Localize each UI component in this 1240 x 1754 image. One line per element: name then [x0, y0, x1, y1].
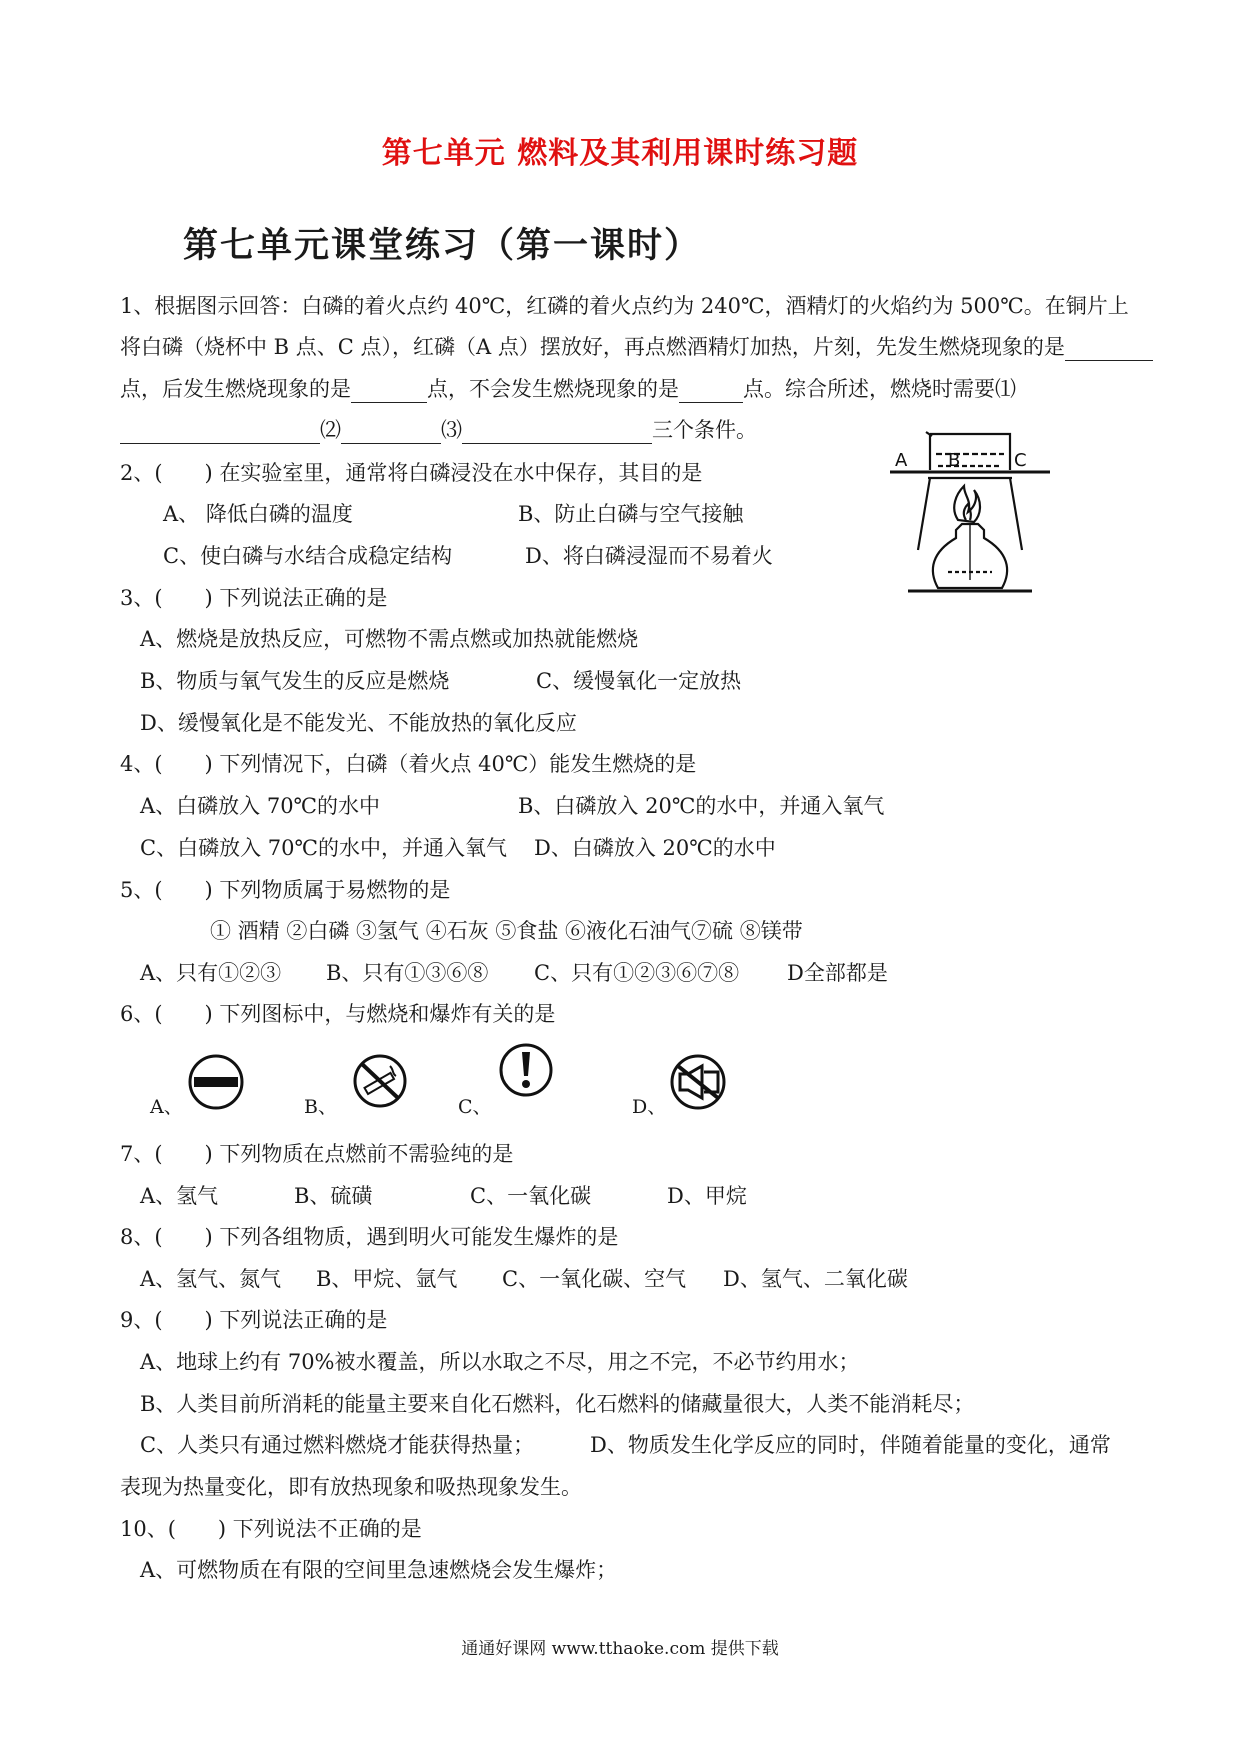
q8-option-b[interactable]: B、甲烷、氩气 — [316, 1267, 458, 1291]
answer-blank-none[interactable] — [679, 380, 743, 403]
q4-option-a[interactable]: A、白磷放入 70℃的水中 — [140, 794, 381, 818]
q9-option-a[interactable]: A、地球上约有 70%被水覆盖，所以水取之不尽，用之不完，不必节约用水； — [140, 1350, 860, 1374]
condition-blank-2[interactable] — [341, 421, 441, 444]
q5-option-b[interactable]: B、只有①③⑥⑧ — [326, 961, 489, 985]
q6-option-b-label[interactable]: B、 — [304, 1096, 337, 1118]
q1-line-4-end: 三个条件。 — [652, 418, 757, 442]
q6-option-a-label[interactable]: A、 — [150, 1096, 183, 1118]
q1-line-4 — [120, 416, 757, 444]
q6-stem: 6、( ) 下列图标中，与燃烧和爆炸有关的是 — [120, 1002, 556, 1026]
beaker-outline — [930, 434, 1010, 470]
q4-option-c[interactable]: C、白磷放入 70℃的水中，并通入氧气 — [140, 836, 507, 860]
q2-option-d[interactable]: D、将白磷浸湿而不易着火 — [525, 544, 773, 568]
q9-option-c[interactable]: C、人类只有通过燃料燃烧才能获得热量； — [140, 1433, 535, 1457]
q9-option-d[interactable]: D、物质发生化学反应的同时，伴随着能量的变化，通常 — [590, 1433, 1111, 1457]
q1-line-3-text-c: 点。综合所述，燃烧时需要⑴ — [743, 377, 1016, 401]
q8-option-c[interactable]: C、一氧化碳、空气 — [502, 1267, 687, 1291]
q8-stem: 8、( ) 下列各组物质，遇到明火可能发生爆炸的是 — [120, 1225, 619, 1249]
q2-option-a[interactable]: A、 降低白磷的温度 — [163, 502, 353, 526]
q1-line-3-text-b: 点，不会发生燃烧现象的是 — [427, 377, 679, 401]
q1-line-2-text: 将白磷（烧杯中 B 点、C 点），红磷（A 点）摆放好，再点燃酒精灯加热，片刻，先发生燃烧现象的是 — [120, 335, 1065, 359]
q3-option-d[interactable]: D、缓慢氧化是不能发光、不能放热的氧化反应 — [140, 711, 577, 735]
no-horn-icon — [666, 1052, 730, 1112]
q7-option-d[interactable]: D、甲烷 — [667, 1184, 747, 1208]
q3-option-b[interactable]: B、物质与氧气发生的反应是燃烧 — [140, 669, 450, 693]
q9-option-d-continued: 表现为热量变化，即有放热现象和吸热现象发生。 — [120, 1475, 582, 1499]
diagram-label-c: C — [1014, 450, 1027, 471]
answer-blank-second[interactable] — [351, 380, 427, 403]
q10-option-a[interactable]: A、可燃物质在有限的空间里急速燃烧会发生爆炸； — [140, 1558, 618, 1582]
q7-stem: 7、( ) 下列物质在点燃前不需验纯的是 — [120, 1142, 514, 1166]
page-title: 第七单元 燃料及其利用课时练习题 — [381, 136, 859, 171]
q5-option-d[interactable]: D全部都是 — [787, 961, 888, 985]
q1-cond-2-label: ⑵ — [320, 418, 341, 442]
q5-stem: 5、( ) 下列物质属于易燃物的是 — [120, 878, 451, 902]
q1-line-3 — [120, 375, 1016, 403]
q5-option-c[interactable]: C、只有①②③⑥⑦⑧ — [534, 961, 740, 985]
q5-items: ① 酒精 ②白磷 ③氢气 ④石灰 ⑤食盐 ⑥液化石油气⑦硫 ⑧镁带 — [210, 919, 803, 943]
q4-stem: 4、( ) 下列情况下，白磷（着火点 40℃）能发生燃烧的是 — [120, 752, 697, 776]
q9-stem: 9、( ) 下列说法正确的是 — [120, 1308, 388, 1332]
q10-stem: 10、( ) 下列说法不正确的是 — [120, 1517, 422, 1541]
q8-option-a[interactable]: A、氢气、氮气 — [140, 1267, 282, 1291]
section-title: 第七单元课堂练习（第一课时） — [183, 225, 702, 266]
q1-line-2 — [120, 333, 1153, 361]
q1-cond-3-label: ⑶ — [441, 418, 462, 442]
condition-blank-3[interactable] — [462, 421, 652, 444]
q4-option-b[interactable]: B、白磷放入 20℃的水中，并通入氧气 — [518, 794, 885, 818]
q3-option-c[interactable]: C、缓慢氧化一定放热 — [536, 669, 742, 693]
exclamation-warning-icon — [496, 1040, 556, 1100]
condition-blank-1[interactable] — [120, 421, 320, 444]
q3-option-a[interactable]: A、燃烧是放热反应，可燃物不需点燃或加热就能燃烧 — [140, 627, 639, 651]
q2-option-c[interactable]: C、使白磷与水结合成稳定结构 — [163, 544, 453, 568]
q6-option-c-label[interactable]: C、 — [458, 1096, 492, 1118]
q2-option-b[interactable]: B、防止白磷与空气接触 — [518, 502, 744, 526]
q7-option-c[interactable]: C、一氧化碳 — [470, 1184, 592, 1208]
q6-option-d-label[interactable]: D、 — [632, 1096, 667, 1118]
q9-option-b[interactable]: B、人类目前所消耗的能量主要来自化石燃料，化石燃料的储藏量很大，人类不能消耗尽； — [140, 1392, 975, 1416]
q7-option-b[interactable]: B、硫磺 — [294, 1184, 373, 1208]
q5-option-a[interactable]: A、只有①②③ — [140, 961, 282, 985]
q8-option-d[interactable]: D、氢气、二氧化碳 — [723, 1267, 908, 1291]
diagram-label-a: A — [895, 450, 908, 471]
diagram-label-b: B — [948, 450, 961, 471]
q2-stem: 2、( ) 在实验室里，通常将白磷浸没在水中保存，其目的是 — [120, 461, 703, 485]
no-smoking-icon — [350, 1052, 410, 1110]
q7-option-a[interactable]: A、氢气 — [140, 1184, 219, 1208]
q3-stem: 3、( ) 下列说法正确的是 — [120, 586, 388, 610]
page-footer: 通通好课网 www.tthaoke.com 提供下载 — [461, 1639, 779, 1659]
answer-blank-first[interactable] — [1065, 338, 1153, 361]
no-entry-icon — [186, 1052, 246, 1112]
q4-option-d[interactable]: D、白磷放入 20℃的水中 — [534, 836, 776, 860]
q1-line-3-text-a: 点，后发生燃烧现象的是 — [120, 377, 351, 401]
apparatus-diagram — [890, 430, 1050, 620]
q1-line-1: 1、根据图示回答：白磷的着火点约 40℃，红磷的着火点约为 240℃，酒精灯的火焰约为 500℃。在铜片上 — [120, 294, 1129, 318]
